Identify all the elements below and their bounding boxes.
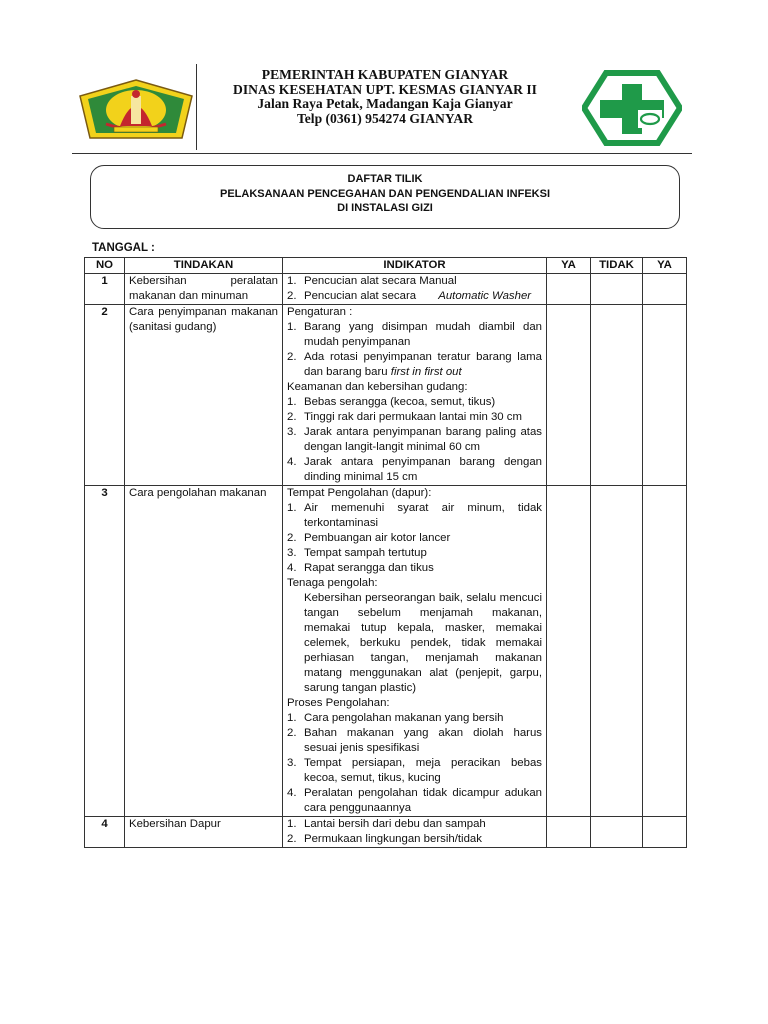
list-item: 2. Permukaan lingkungan bersih/tidak	[287, 833, 482, 845]
section-label: Tempat Pengolahan (dapur):	[287, 487, 432, 499]
header-divider	[196, 64, 197, 150]
row-tindakan: Cara penyimpanan makanan (sanitasi gudang)	[125, 305, 283, 486]
header-line-2: DINAS KESEHATAN UPT. KESMAS GIANYAR II	[233, 81, 537, 97]
list-item: 2. Bahan makanan yang akan diolah harus sesuai jenis spesifikasi	[287, 727, 542, 754]
list-item: 2. Tinggi rak dari permukaan lantai min 30 cm	[287, 411, 522, 423]
section-label: Pengaturan :	[287, 306, 353, 318]
list-item: 1. Bebas serangga (kecoa, semut, tikus)	[287, 396, 496, 408]
row-indikator	[283, 274, 547, 305]
tidak-checkbox-cell[interactable]	[591, 817, 643, 848]
list-item: 1. Barang yang disimpan mudah diambil dan mudah penyimpanan	[287, 321, 542, 348]
title-line-2: PELAKSANAAN PENCEGAHAN DAN PENGENDALIAN INFEKSI	[219, 187, 551, 200]
list-item: 2. Pencucian alat secara Automatic Washer	[287, 290, 532, 302]
col-header-no: NO	[85, 258, 125, 274]
list-item: 3. Tempat sampah tertutup	[287, 547, 427, 559]
ya-checkbox-cell[interactable]	[547, 305, 591, 486]
list-item: 4. Peralatan pengolahan tidak dicampur adukan cara penggunaannya	[287, 787, 542, 814]
row-number: 2	[85, 305, 125, 486]
row-indikator	[283, 817, 547, 848]
document-title-box	[90, 165, 680, 229]
list-item: 2. Ada rotasi penyimpanan teratur barang lama dan barang baru first in first out	[287, 351, 542, 378]
puskesmas-cross-logo-icon	[582, 70, 682, 146]
col-header-tidak: TIDAK	[591, 258, 643, 274]
section-label: Tenaga pengolah:	[287, 577, 378, 589]
list-item: 1. Air memenuhi syarat air minum, tidak terkontaminasi	[287, 502, 542, 529]
ya-checkbox-cell[interactable]	[547, 486, 591, 817]
header-line-3: Jalan Raya Petak, Madangan Kaja Gianyar	[257, 96, 513, 112]
header-rule	[72, 153, 692, 154]
title-line-3: DI INSTALASI GIZI	[337, 202, 433, 214]
row-number: 3	[85, 486, 125, 817]
gianyar-regency-seal-icon	[76, 78, 196, 142]
header-line-4: Telp (0361) 954274 GIANYAR	[296, 110, 474, 126]
tidak-checkbox-cell[interactable]	[591, 305, 643, 486]
tidak-checkbox-cell[interactable]	[591, 486, 643, 817]
date-label: TANGGAL :	[92, 242, 155, 254]
ya-2-checkbox-cell[interactable]	[643, 274, 687, 305]
list-item: 1. Pencucian alat secara Manual	[287, 275, 457, 287]
list-item: 3. Jarak antara penyimpanan barang paling atas dengan langit-langit minimal 60 cm	[287, 426, 542, 453]
table-row	[85, 486, 687, 817]
ya-checkbox-cell[interactable]	[547, 817, 591, 848]
table-row	[85, 817, 687, 848]
letterhead-text	[202, 68, 568, 126]
letterhead	[72, 62, 692, 156]
ya-2-checkbox-cell[interactable]	[643, 486, 687, 817]
section-label: Keamanan dan kebersihan gudang:	[287, 381, 468, 393]
table-row	[85, 305, 687, 486]
list-item: 3. Tempat persiapan, meja peracikan bebas kecoa, semut, tikus, kucing	[287, 757, 542, 784]
row-tindakan: Kebersihan Dapur	[125, 817, 283, 848]
col-header-indikator: INDIKATOR	[283, 258, 547, 274]
row-indikator	[283, 486, 547, 817]
checklist-table	[84, 257, 687, 848]
list-item: 4. Rapat serangga dan tikus	[287, 562, 434, 574]
row-tindakan: Cara pengolahan makanan	[125, 486, 283, 817]
row-indikator	[283, 305, 547, 486]
row-tindakan: Kebersihan peralatan makanan dan minuman	[125, 274, 283, 305]
section-label: Proses Pengolahan:	[287, 697, 390, 709]
ya-checkbox-cell[interactable]	[547, 274, 591, 305]
col-header-ya-2: YA	[643, 258, 687, 274]
row-number: 1	[85, 274, 125, 305]
col-header-ya: YA	[547, 258, 591, 274]
table-row	[85, 274, 687, 305]
ya-2-checkbox-cell[interactable]	[643, 305, 687, 486]
list-item: 1. Lantai bersih dari debu dan sampah	[287, 818, 486, 830]
row-number: 4	[85, 817, 125, 848]
list-item: 2. Pembuangan air kotor lancer	[287, 532, 451, 544]
list-item: 4. Jarak antara penyimpanan barang dengan dinding minimal 15 cm	[287, 456, 542, 483]
title-line-1: DAFTAR TILIK	[347, 173, 423, 185]
col-header-tindakan: TINDAKAN	[125, 258, 283, 274]
table-header-row	[85, 258, 687, 274]
ya-2-checkbox-cell[interactable]	[643, 817, 687, 848]
list-item: 1. Cara pengolahan makanan yang bersih	[287, 712, 504, 724]
header-line-1: PEMERINTAH KABUPATEN GIANYAR	[261, 67, 509, 82]
tidak-checkbox-cell[interactable]	[591, 274, 643, 305]
paragraph: Kebersihan perseorangan baik, selalu mencuci tangan sebelum menjamah makanan, memakai tutup kepala, masker, memakai celemek, berkuku pendek, tidak memakai perhiasan tangan, menjamah makanan matang menggunakan alat (penjepit, garpu, sarung tangan plastic)	[304, 592, 542, 694]
